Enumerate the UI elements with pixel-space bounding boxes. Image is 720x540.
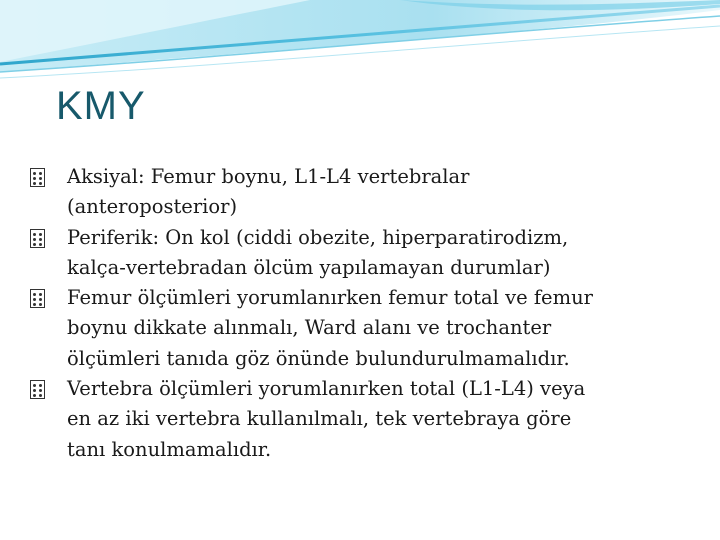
bullet-line: Periferik: On kol (ciddi obezite, hiperparatirodizm,: [67, 225, 569, 249]
bullet-line: boynu dikkate alınmalı, Ward alanı ve trochanter: [67, 316, 552, 340]
missing-glyph-icon: [30, 380, 45, 399]
bullet-line: Femur ölçümleri yorumlanırken femur total ve femur: [67, 286, 593, 310]
bullet-line: kalça-vertebradan ölcüm yapılamayan durumlar): [67, 255, 551, 279]
bullet-item: [30, 162, 690, 223]
bullet-line: (anteroposterior): [67, 195, 238, 219]
missing-glyph-icon: [30, 229, 45, 248]
slide-title: KMY: [56, 84, 146, 128]
missing-glyph-icon: [30, 168, 45, 187]
bullet-line: Vertebra ölçümleri yorumlanırken total (L1-L4) veya: [67, 377, 586, 401]
bullet-item: [30, 374, 690, 465]
bullet-line: tanı konulmamalıdır.: [67, 437, 272, 461]
bullet-line: ölçümleri tanıda göz önünde bulundurulmamalıdır.: [67, 346, 570, 370]
bullet-line: Aksiyal: Femur boynu, L1-L4 vertebralar: [67, 165, 470, 188]
bullet-item: [30, 223, 690, 284]
missing-glyph-icon: [30, 289, 45, 308]
bullet-item: [30, 283, 690, 374]
header-wave-decoration: [0, 0, 720, 90]
bullet-line: en az iki vertebra kullanılmalı, tek vertebraya göre: [67, 407, 572, 431]
bullet-list: [30, 162, 690, 465]
